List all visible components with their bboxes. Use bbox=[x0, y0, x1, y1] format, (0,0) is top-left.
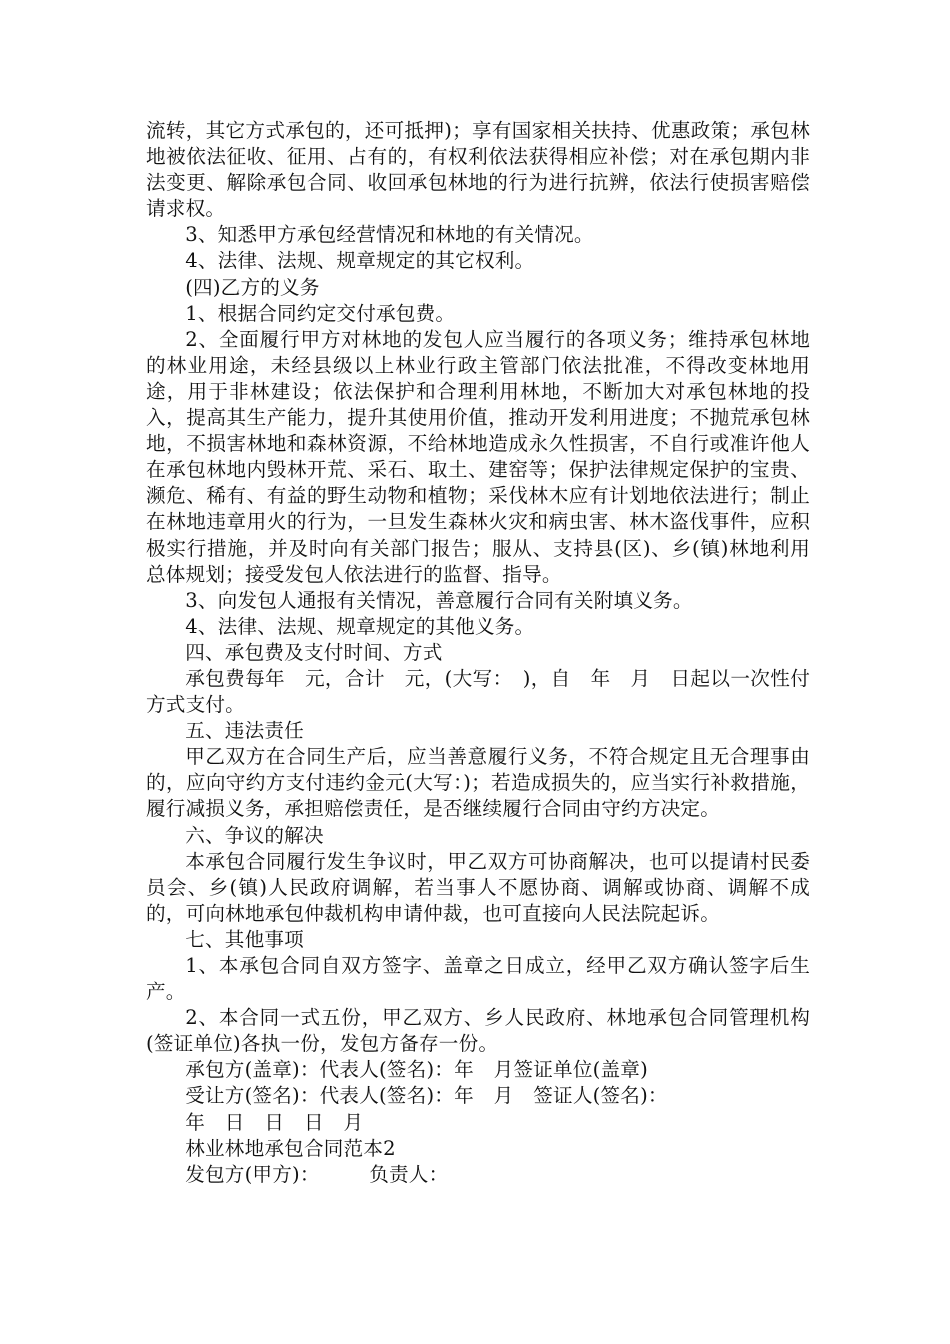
signature-line-transferee: 受让方(签名)：代表人(签名)：年 月 签证人(签名)： bbox=[185, 1084, 668, 1108]
section-heading-other-matters: 七、其他事项 bbox=[185, 927, 304, 951]
document-title-sample-2: 林业林地承包合同范本2 bbox=[185, 1136, 396, 1160]
paragraph-other-1: 1、本承包合同自双方签字、盖章之日成立，经甲乙双方确认签字后生产。 bbox=[146, 954, 810, 1004]
paragraph-obligation-4: 4、法律、法规、规章规定的其他义务。 bbox=[185, 614, 535, 638]
section-heading-liability: 五、违法责任 bbox=[185, 719, 304, 743]
document-body bbox=[146, 118, 810, 1188]
paragraph-other-2: 2、本合同一式五份，甲乙双方、乡人民政府、林地承包合同管理机构(签证单位)各执一份，发包方备存一份。 bbox=[146, 1006, 810, 1056]
section-heading-dispute: 六、争议的解决 bbox=[185, 823, 324, 847]
party-a-line: 发包方(甲方)： 负责人： bbox=[185, 1162, 449, 1186]
paragraph-rights-continued: 流转，其它方式承包的，还可抵押)；享有国家相关扶持、优惠政策；承包林地被依法征收、征用、占有的，有权利依法获得相应补偿；对在承包期内非法变更、解除承包合同、收回承包林地的行为进行抗辨，依法行使损害赔偿请求权。 bbox=[146, 119, 810, 221]
paragraph-obligation-3: 3、向发包人通报有关情况，善意履行合同有关附填义务。 bbox=[185, 588, 693, 612]
section-heading-party-b-obligations: (四)乙方的义务 bbox=[185, 275, 320, 299]
section-heading-fee-payment: 四、承包费及支付时间、方式 bbox=[185, 640, 443, 664]
paragraph-dispute: 本承包合同履行发生争议时，甲乙双方可协商解决，也可以提请村民委员会、乡(镇)人民政府调解，若当事人不愿协商、调解或协商、调解不成的，可向林地承包仲裁机构申请仲裁，也可直接向人民法院起诉。 bbox=[146, 849, 810, 925]
signature-line-contractor: 承包方(盖章)：代表人(签名)：年 月签证单位(盖章) bbox=[185, 1058, 648, 1082]
paragraph-rights-3: 3、知悉甲方承包经营情况和林地的有关情况。 bbox=[185, 223, 594, 247]
paragraph-rights-4: 4、法律、法规、规章规定的其它权利。 bbox=[185, 249, 535, 273]
paragraph-fee-payment: 承包费每年 元，合计 元，(大写： )，自 年 月 日起以一次性付方式支付。 bbox=[146, 666, 810, 717]
paragraph-liability: 甲乙双方在合同生产后，应当善意履行义务，不符合规定且无合理事由的，应向守约方支付违约金元(大写：)；若造成损失的，应当实行补救措施，履行减损义务，承担赔偿责任，是否继续履行合同由守约方决定。 bbox=[146, 745, 810, 821]
paragraph-obligation-2: 2、全面履行甲方对林地的发包人应当履行的各项义务；维持承包林地的林业用途，未经县级以上林业行政主管部门依法批准，不得改变林地用途，用于非林建设；依法保护和合理利用林地，不断加大对承包林地的投入，提高其生产能力，提升其使用价值，推动开发利用进度；不抛荒承包林地，不损害林地和森林资源，不给林地造成永久性损害，不自行或准许他人在承包林地内毁林开荒、采石、取土、建窑等；保护法律规定保护的宝贵、濒危、稀有、有益的野生动物和植物；采伐林木应有计划地依法进行；制止在林地违章用火的行为，一旦发生森林火灾和病虫害、林木盗伐事件，应积极实行措施，并及时向有关部门报告；服从、支持县(区)、乡(镇)林地利用总体规划；接受发包人依法进行的监督、指导。 bbox=[146, 327, 810, 586]
paragraph-obligation-1: 1、根据合同约定交付承包费。 bbox=[185, 301, 456, 325]
signature-date-line: 年 日 日 日 月 bbox=[185, 1110, 364, 1134]
